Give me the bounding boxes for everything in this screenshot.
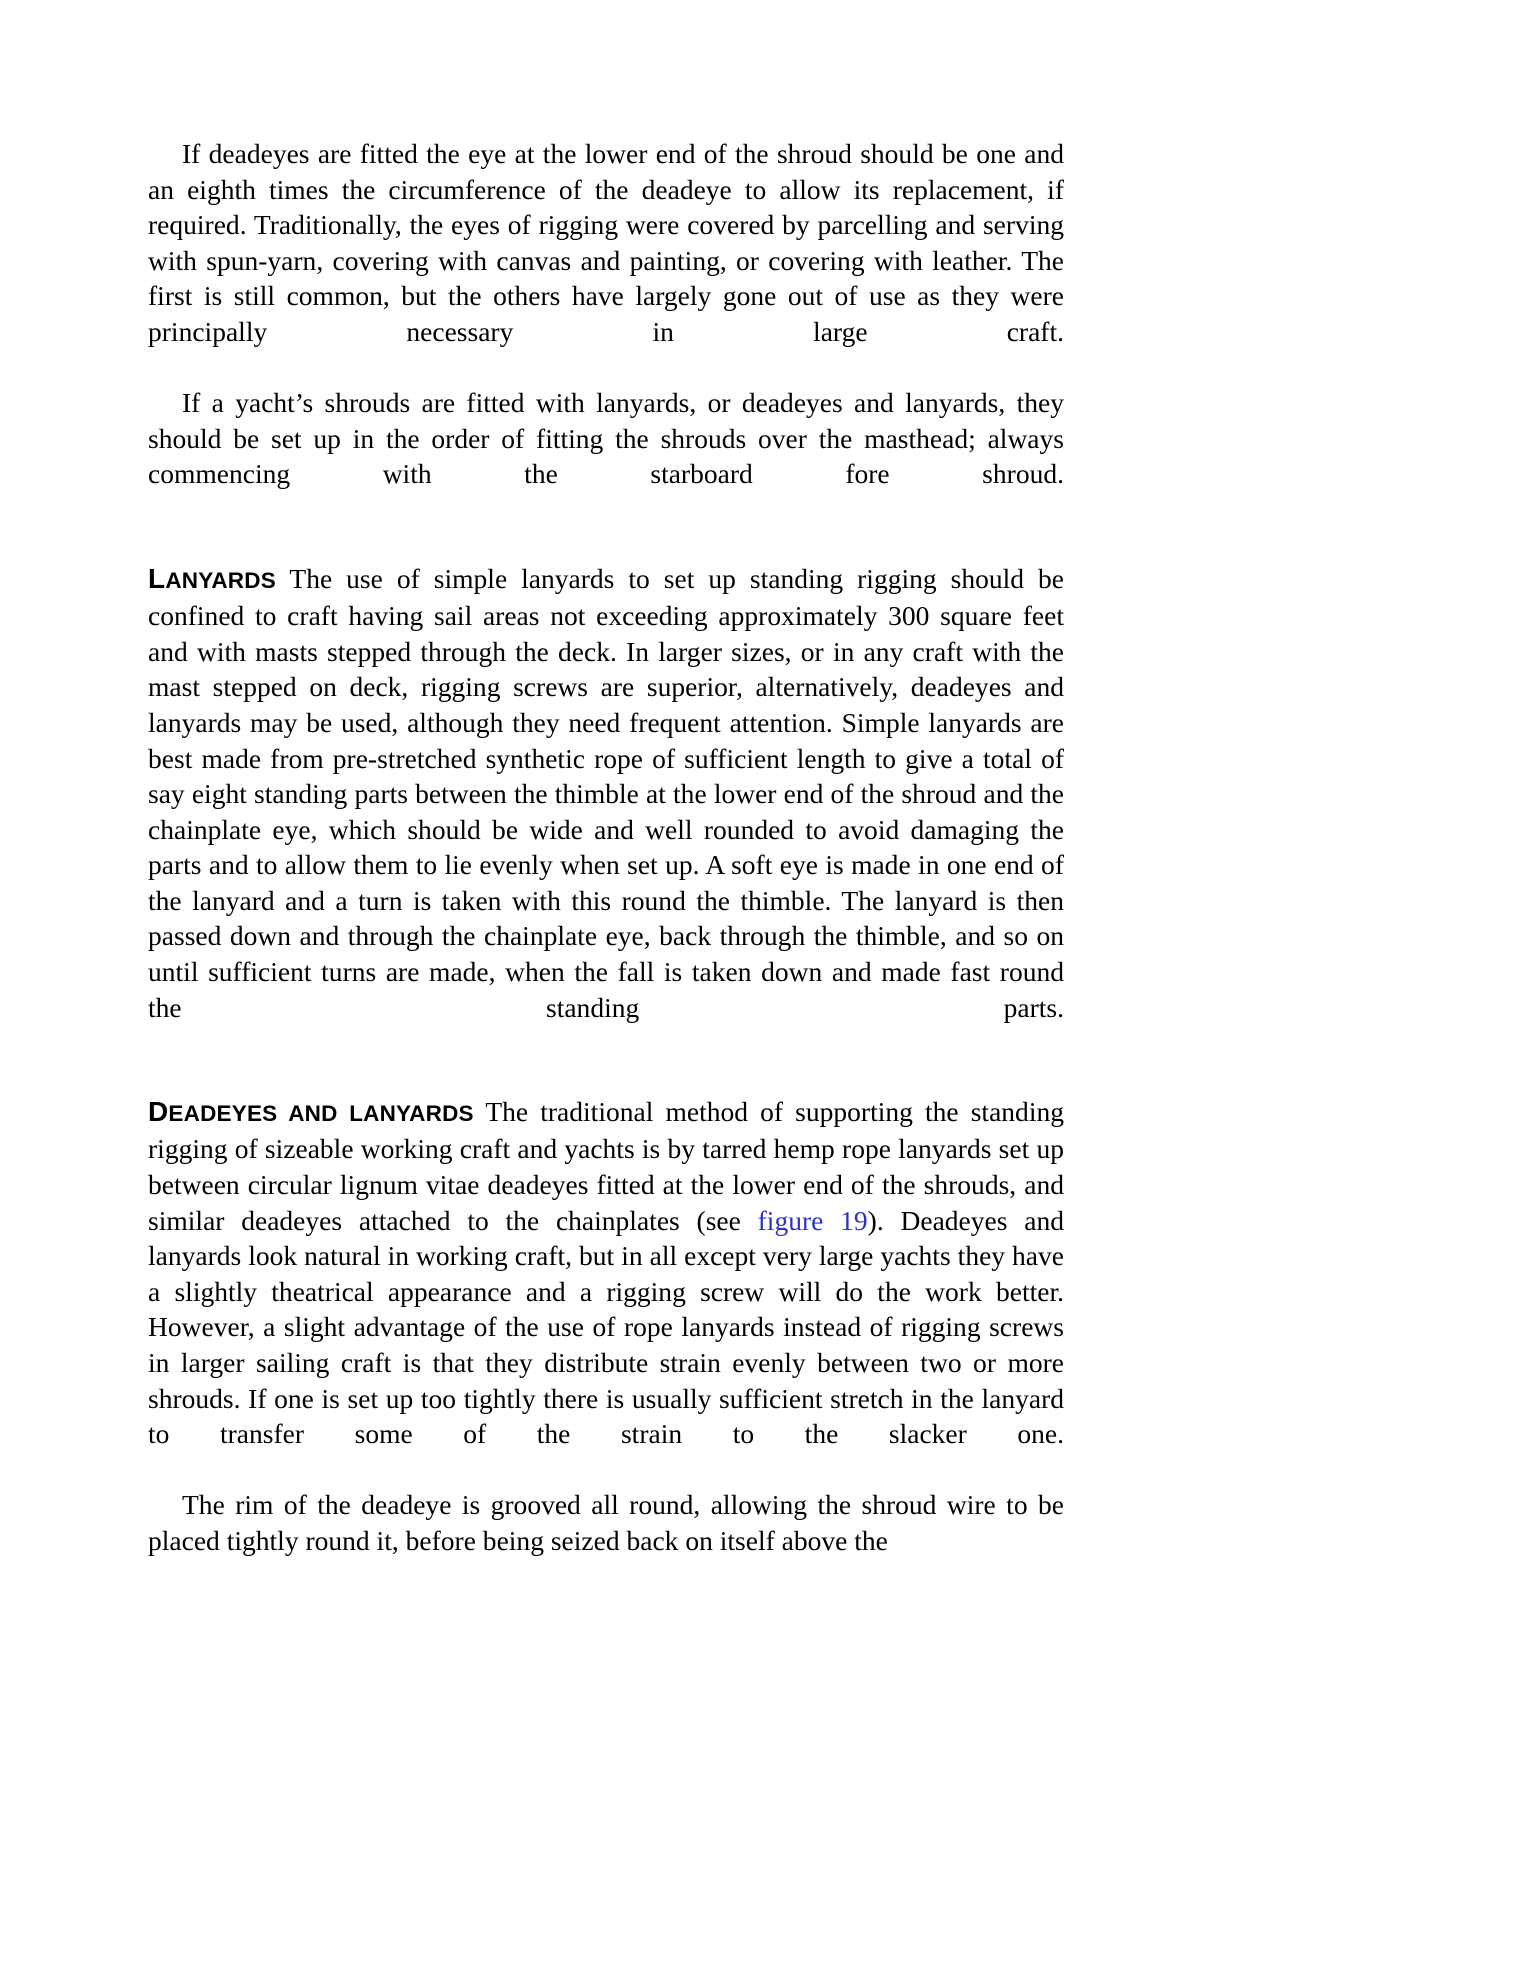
section-heading-deadeyes-and-lanyards — [148, 1096, 474, 1127]
paragraph-4 — [148, 1094, 1064, 1488]
page-text-block — [148, 136, 1064, 1559]
section-heading-deadeyes-body: EADEYES AND LANYARDS — [168, 1100, 474, 1126]
paragraph-3 — [148, 561, 1064, 1061]
paragraph-5 — [148, 1487, 1064, 1558]
section-heading-lanyards-initial: L — [148, 562, 166, 594]
section-heading-lanyards — [148, 563, 276, 594]
paragraph-1 — [148, 136, 1064, 385]
paragraph-5-text: The rim of the deadeye is grooved all round, allowing the shroud wire to be placed tightly round it, before being seized back on itself above the — [148, 1489, 1064, 1556]
paragraph-3-text: The use of simple lanyards to set up standing rigging should be confined to craft having sail areas not exceeding approximately 300 square feet and with masts stepped through the deck. In larger sizes, or in any craft with the mast stepped on deck, rigging screws are superior, alternatively, deadeyes and lanyards may be used, although they need frequent attention. Simple lanyards are best made from pre-stretched synthetic rope of sufficient length to give a total of say eight standing parts between the thimble at the lower end of the shroud and the chainplate eye, which should be wide and well rounded to avoid damaging the parts and to allow them to lie evenly when set up. A soft eye is made in one end of the lanyard and a turn is taken with this round the thimble. The lanyard is then passed down and through the chainplate eye, back through the thimble, and so on until sufficient turns are made, when the fall is taken down and made fast round the standing parts. — [148, 562, 1064, 1023]
paragraph-2-text: If a yacht’s shrouds are fitted with lanyards, or deadeyes and lanyards, they should be set up in the order of fitting the shrouds over the masthead; always commencing with the starboard fore shroud. — [148, 387, 1064, 490]
paragraph-4-text-after-link: ). Deadeyes and lanyards look natural in working craft, but in all except very large yachts they have a slightly theatrical appearance and a rigging screw will do the work better. However, a slight advantage of the use of rope lanyards instead of rigging screws in larger sailing craft is that they distribute strain evenly between two or more shrouds. If one is set up too tightly there is usually sufficient stretch in the lanyard to transfer some of the strain to the slacker one. — [148, 1204, 1064, 1450]
paragraph-2 — [148, 385, 1064, 527]
paragraph-1-text: If deadeyes are fitted the eye at the lower end of the shroud should be one and an eighth times the circumference of the deadeye to allow its replacement, if required. Traditionally, the eyes of rigging were covered by parcelling and serving with spun-yarn, covering with canvas and painting, or covering with leather. The first is still common, but the others have largely gone out of use as they were principally necessary in large craft. — [148, 138, 1064, 347]
paragraph-4-text-before-link: The traditional method of supporting the standing rigging of sizeable working craft and yachts is by tarred hemp rope lanyards set up between circular lignum vitae deadeyes fitted at the lower end of the shrouds, and similar deadeyes attached to the chainplates (see — [148, 1095, 1064, 1236]
section-heading-deadeyes-initial: D — [148, 1095, 169, 1127]
figure-19-link[interactable]: figure 19 — [757, 1204, 868, 1236]
section-heading-lanyards-body: ANYARDS — [165, 567, 276, 593]
